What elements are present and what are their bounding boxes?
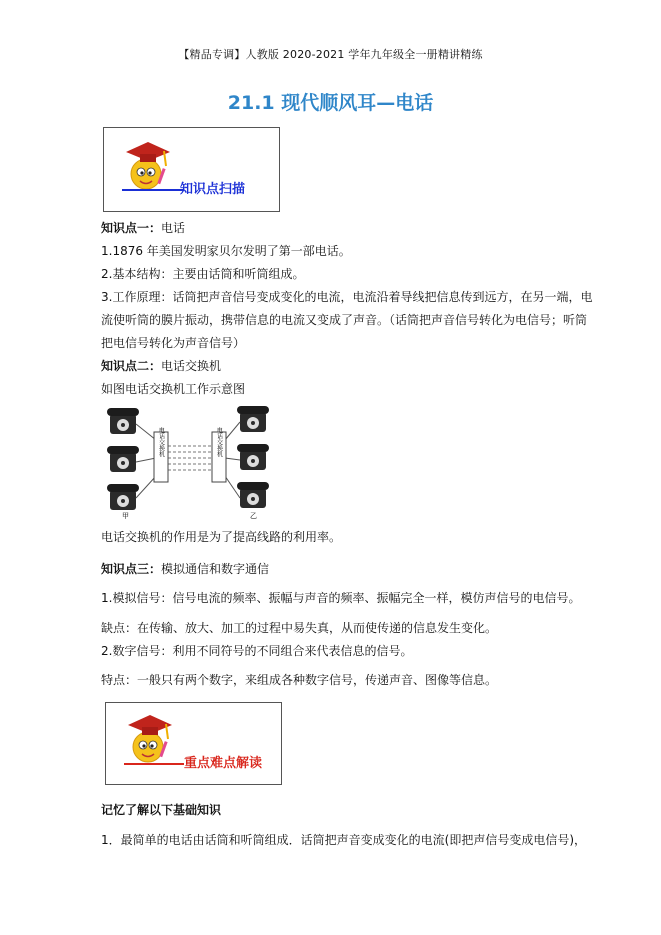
switch-label-left: 电话交换机 [157,427,165,457]
switchboard-diagram [100,402,280,520]
k3-heading-row [101,562,269,577]
k1-line-5: 把电信号转化为声音信号） [101,336,246,350]
phone-icon [107,484,139,510]
phone-icon [237,406,269,432]
k1-line-2: 2.基本结构：主要由话筒和听筒组成。 [101,267,305,281]
phone-icon [237,482,269,508]
k1-line-3: 3.工作原理：话筒把声音信号变成变化的电流，电流沿着导线把信息传到远方，在另一端，电 [101,290,593,304]
k1-heading: 知识点一： [101,221,162,235]
memo-heading: 记忆了解以下基础知识 [101,803,222,817]
k2-after: 电话交换机的作用是为了提高线路的利用率。 [101,530,342,544]
section-banner-key-points [105,702,282,785]
k3-line-2: 缺点：在传输、放大、加工的过程中易失真，从而使传递的信息发生变化。 [101,621,498,635]
label-b: 乙 [250,512,257,520]
banner-label: 知识点扫描 [180,182,246,197]
label-a: 甲 [122,512,129,520]
k2-topic: 电话交换机 [161,359,222,373]
phone-icon [107,446,139,472]
section-banner-scan [103,127,280,212]
k1-line-1: 1.1876 年美国发明家贝尔发明了第一部电话。 [101,244,351,258]
phone-icon [107,408,139,434]
phone-icon [237,444,269,470]
mascot-graduate-icon [120,709,180,769]
banner-label: 重点难点解读 [184,756,263,771]
k2-heading-row [101,359,221,374]
banner-underline [122,189,184,191]
memo-line-1: 1．最简单的电话由话筒和听筒组成．话筒把声音变成变化的电流(即把声信号变成电信号)， [101,833,587,847]
banner-underline [124,763,184,765]
k2-intro: 如图电话交换机工作示意图 [101,382,246,396]
mascot-graduate-icon [118,136,178,196]
k3-topic: 模拟通信和数字通信 [161,562,270,576]
k3-line-1: 1.模拟信号：信号电流的频率、振幅与声音的频率、振幅完全一样，模仿声信号的电信号。 [101,591,581,605]
switch-label-right: 电话交换机 [215,427,223,457]
page-title: 21.1 现代顺风耳—电话 [227,92,434,114]
k3-heading: 知识点三： [101,562,162,576]
k1-topic: 电话 [161,221,186,235]
k3-line-4: 特点：一般只有两个数字，来组成各种数字信号，传递声音、图像等信息。 [101,673,498,687]
k1-line-4: 流使听筒的膜片振动，携带信息的电流又变成了声音。（话筒把声音信号转化为电信号；听筒 [101,313,588,327]
k3-line-3: 2.数字信号：利用不同符号的不同组合来代表信息的信号。 [101,644,413,658]
page-header: 【精品专调】人教版 2020-2021 学年九年级全一册精讲精练 [178,48,483,61]
k2-heading: 知识点二： [101,359,162,373]
k1-heading-row [101,221,185,236]
